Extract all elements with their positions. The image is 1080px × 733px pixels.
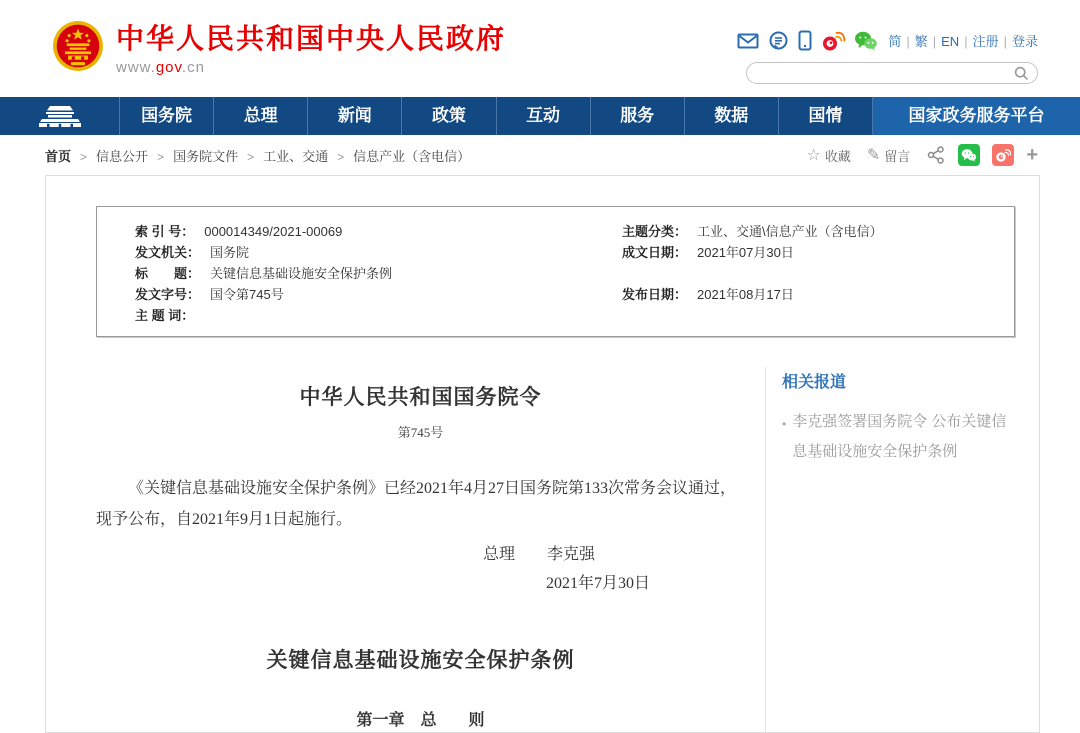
decree-title: 中华人民共和国国务院令 <box>299 385 542 409</box>
link-separator: | <box>1003 34 1007 49</box>
breadcrumb-home[interactable]: 首页 <box>45 148 72 164</box>
meta-label: 主 题 词： <box>135 308 195 323</box>
breadcrumb-state-council-docs[interactable]: 国务院文件 <box>173 148 239 164</box>
register-link[interactable]: 注册 <box>972 34 999 49</box>
breadcrumb-separator: > <box>337 149 345 164</box>
meta-label: 索 引 号： <box>135 224 195 239</box>
meta-written-date <box>622 242 1014 263</box>
site-brand[interactable] <box>52 20 506 76</box>
signature-line: 总理 李克强 <box>482 546 595 563</box>
nav-item-news[interactable]: 新闻 <box>308 97 402 135</box>
weibo-icon <box>995 148 1011 162</box>
nav-item-national-conditions[interactable]: 国情 <box>779 97 873 135</box>
wechat-icon[interactable] <box>854 30 878 51</box>
link-separator: | <box>932 34 937 49</box>
meta-value: 000014349/2021-00069 <box>204 224 343 239</box>
favorite-label: 收藏 <box>824 148 851 164</box>
related-reports-sidebar <box>765 367 1015 733</box>
breadcrumb-industry-transport[interactable]: 工业、交通 <box>263 148 329 164</box>
related-report-text: 李克强签署国务院令 公布关键信息基础设施安全保护条例 <box>792 413 1007 460</box>
chapter-heading: 第一章 总 则 <box>356 712 485 729</box>
breadcrumb-separator: > <box>80 149 88 164</box>
search-icon[interactable] <box>1014 66 1029 81</box>
link-separator: | <box>906 34 910 49</box>
meta-value: 2021年07月30日 <box>697 245 794 260</box>
breadcrumb <box>45 146 470 165</box>
search-input[interactable] <box>759 64 1007 82</box>
meta-publish-date <box>622 284 1014 305</box>
meta-spacer <box>622 263 1014 284</box>
nav-item-policy[interactable]: 政策 <box>402 97 496 135</box>
document-body <box>96 367 745 733</box>
lang-simplified-link[interactable]: 简 <box>888 34 902 49</box>
lang-traditional-link[interactable]: 繁 <box>914 34 928 49</box>
nav-item-state-council[interactable]: 国务院 <box>120 97 214 135</box>
nav-home-tiananmen-icon[interactable] <box>0 97 120 135</box>
meta-issuing-agency <box>135 242 622 263</box>
comment-button[interactable] <box>867 145 910 165</box>
meta-label: 发文字号： <box>135 287 201 302</box>
nav-item-services[interactable]: 服务 <box>591 97 685 135</box>
more-share-button[interactable]: + <box>1026 143 1038 166</box>
site-url-gov: gov <box>155 59 182 76</box>
meta-document-number <box>135 284 622 305</box>
bullet-icon: • <box>782 417 787 431</box>
favorite-button[interactable] <box>807 145 851 165</box>
site-header <box>0 0 1080 97</box>
lang-links <box>888 31 1038 50</box>
regulation-title: 关键信息基础设施安全保护条例 <box>266 648 575 672</box>
weibo-icon[interactable] <box>821 30 845 51</box>
national-emblem-icon <box>52 20 104 72</box>
breadcrumb-separator: > <box>247 149 255 164</box>
search-bar[interactable] <box>746 62 1038 84</box>
nav-item-premier[interactable]: 总理 <box>214 97 308 135</box>
site-title: 中华人民共和国中央人民政府 <box>116 23 507 54</box>
page-actions <box>791 144 1038 167</box>
document-meta-box <box>96 206 1015 337</box>
nav-item-interaction[interactable]: 互动 <box>497 97 591 135</box>
meta-keywords <box>135 305 622 326</box>
mobile-icon[interactable] <box>798 30 812 51</box>
breadcrumb-row <box>0 135 1080 175</box>
meta-title <box>135 263 622 284</box>
meta-value: 国令第745号 <box>210 287 284 302</box>
decree-paragraph: 《关键信息基础设施安全保护条例》已经2021年4月27日国务院第133次常务会议通过，现予公布，自2021年9月1日起施行。 <box>96 480 737 528</box>
share-nodes-icon <box>926 145 946 165</box>
meta-label: 发文机关： <box>135 245 201 260</box>
share-weibo-button[interactable] <box>992 144 1014 166</box>
meta-index-number <box>135 221 622 242</box>
meta-value: 国务院 <box>210 245 250 260</box>
site-url-www: www. <box>116 59 156 76</box>
share-button[interactable] <box>926 145 946 165</box>
related-reports-title: 相关报道 <box>782 374 847 391</box>
breadcrumb-separator: > <box>157 149 165 164</box>
related-report-link[interactable] <box>782 407 1015 467</box>
meta-value: 2021年08月17日 <box>697 287 794 302</box>
nav-item-data[interactable]: 数据 <box>685 97 779 135</box>
meta-label: 成文日期： <box>622 245 688 260</box>
pencil-icon: ✎ <box>866 147 881 164</box>
document-frame <box>45 175 1040 733</box>
decree-number: 第745号 <box>397 425 444 440</box>
nav-item-gov-service-platform[interactable]: 国家政务服务平台 <box>873 97 1080 135</box>
main-nav <box>0 97 1080 135</box>
signature-date: 2021年7月30日 <box>545 575 650 592</box>
breadcrumb-info-industry[interactable]: 信息产业（含电信） <box>353 148 471 164</box>
meta-label: 主题分类： <box>622 224 688 239</box>
lang-english-link[interactable]: EN <box>941 34 960 49</box>
meta-value: 关键信息基础设施安全保护条例 <box>210 266 393 281</box>
link-separator: | <box>964 34 968 49</box>
message-icon[interactable] <box>768 31 789 51</box>
star-icon: ☆ <box>806 147 821 164</box>
login-link[interactable]: 登录 <box>1011 34 1038 49</box>
wechat-icon <box>961 148 977 162</box>
meta-subject-category <box>622 221 1014 242</box>
breadcrumb-info-disclosure[interactable]: 信息公开 <box>96 148 149 164</box>
site-url-cn: .cn <box>181 59 205 76</box>
meta-value: 工业、交通\信息产业（含电信） <box>697 224 883 239</box>
mail-icon[interactable] <box>737 31 759 51</box>
site-url <box>116 59 506 76</box>
meta-label: 发布日期： <box>622 287 688 302</box>
meta-label: 标 题： <box>135 266 201 281</box>
comment-label: 留言 <box>884 148 911 164</box>
share-wechat-button[interactable] <box>958 144 980 166</box>
